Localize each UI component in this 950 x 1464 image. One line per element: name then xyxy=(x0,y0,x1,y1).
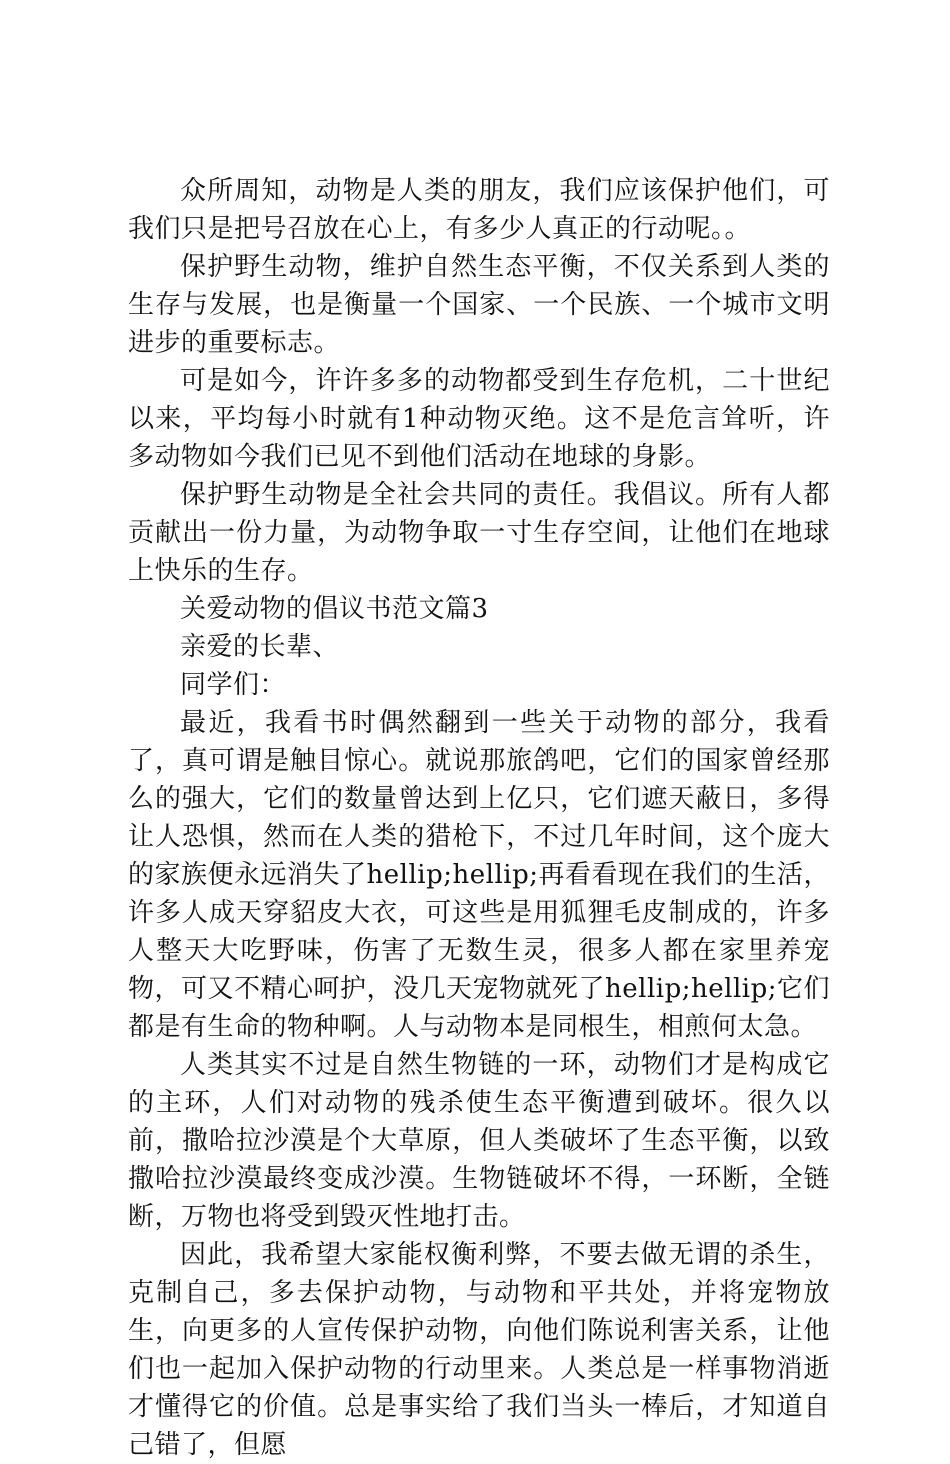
body-paragraph-2: 人类其实不过是自然生物链的一环，动物们才是构成它的主环，人们对动物的残杀使生态平衡遭到破坏。很久以前，撒哈拉沙漠是个大草原，但人类破坏了生态平衡，以致撒哈拉沙漠最终变成沙漠。生物链破坏不得，一环断，全链断，万物也将受到毁灭性地打击。 xyxy=(128,1050,830,1232)
salutation-line-2: 同学们： xyxy=(180,670,287,700)
paragraph-2: 保护野生动物，维护自然生态平衡，不仅关系到人类的生存与发展，也是衡量一个国家、一个民族、一个城市文明进步的重要标志。 xyxy=(128,252,830,358)
paragraph-4: 保护野生动物是全社会共同的责任。我倡议。所有人都贡献出一份力量，为动物争取一寸生存空间，让他们在地球上快乐的生存。 xyxy=(128,480,830,586)
paragraph-3: 可是如今，许许多多的动物都受到生存危机，二十世纪以来，平均每小时就有1种动物灭绝。这不是危言耸听，许多动物如今我们已见不到他们活动在地球的身影。 xyxy=(128,366,830,472)
salutation-line-1: 亲爱的长辈、 xyxy=(180,632,340,662)
paragraph-1: 众所周知，动物是人类的朋友，我们应该保护他们，可我们只是把号召放在心上，有多少人真正的行动呢。。 xyxy=(128,176,830,244)
document-body xyxy=(128,172,830,1464)
body-paragraph-1: 最近，我看书时偶然翻到一些关于动物的部分，我看了，真可谓是触目惊心。就说那旅鸽吧，它们的国家曾经那么的强大，它们的数量曾达到上亿只，它们遮天蔽日，多得让人恐惧，然而在人类的猎枪下，不过几年时间，这个庞大的家族便永远消失了hellip;hellip;再看看现在我们的生活，许多人成天穿貂皮大衣，可这些是用狐狸毛皮制成的，许多人整天大吃野味，伤害了无数生灵，很多人都在家里养宠物，可又不精心呵护，没几天宠物就死了hellip;hellip;它们都是有生命的物种啊。人与动物本是同根生，相煎何太急。 xyxy=(128,708,830,1042)
body-paragraph-3: 因此，我希望大家能权衡利弊，不要去做无谓的杀生，克制自己，多去保护动物，与动物和平共处，并将宠物放生，向更多的人宣传保护动物，向他们陈说利害关系，让他们也一起加入保护动物的行动里来。人类总是一样事物消逝才懂得它的价值。总是事实给了我们当头一棒后，才知道自己错了，但愿 xyxy=(128,1240,830,1460)
section-title: 关爱动物的倡议书范文篇3 xyxy=(180,594,489,624)
